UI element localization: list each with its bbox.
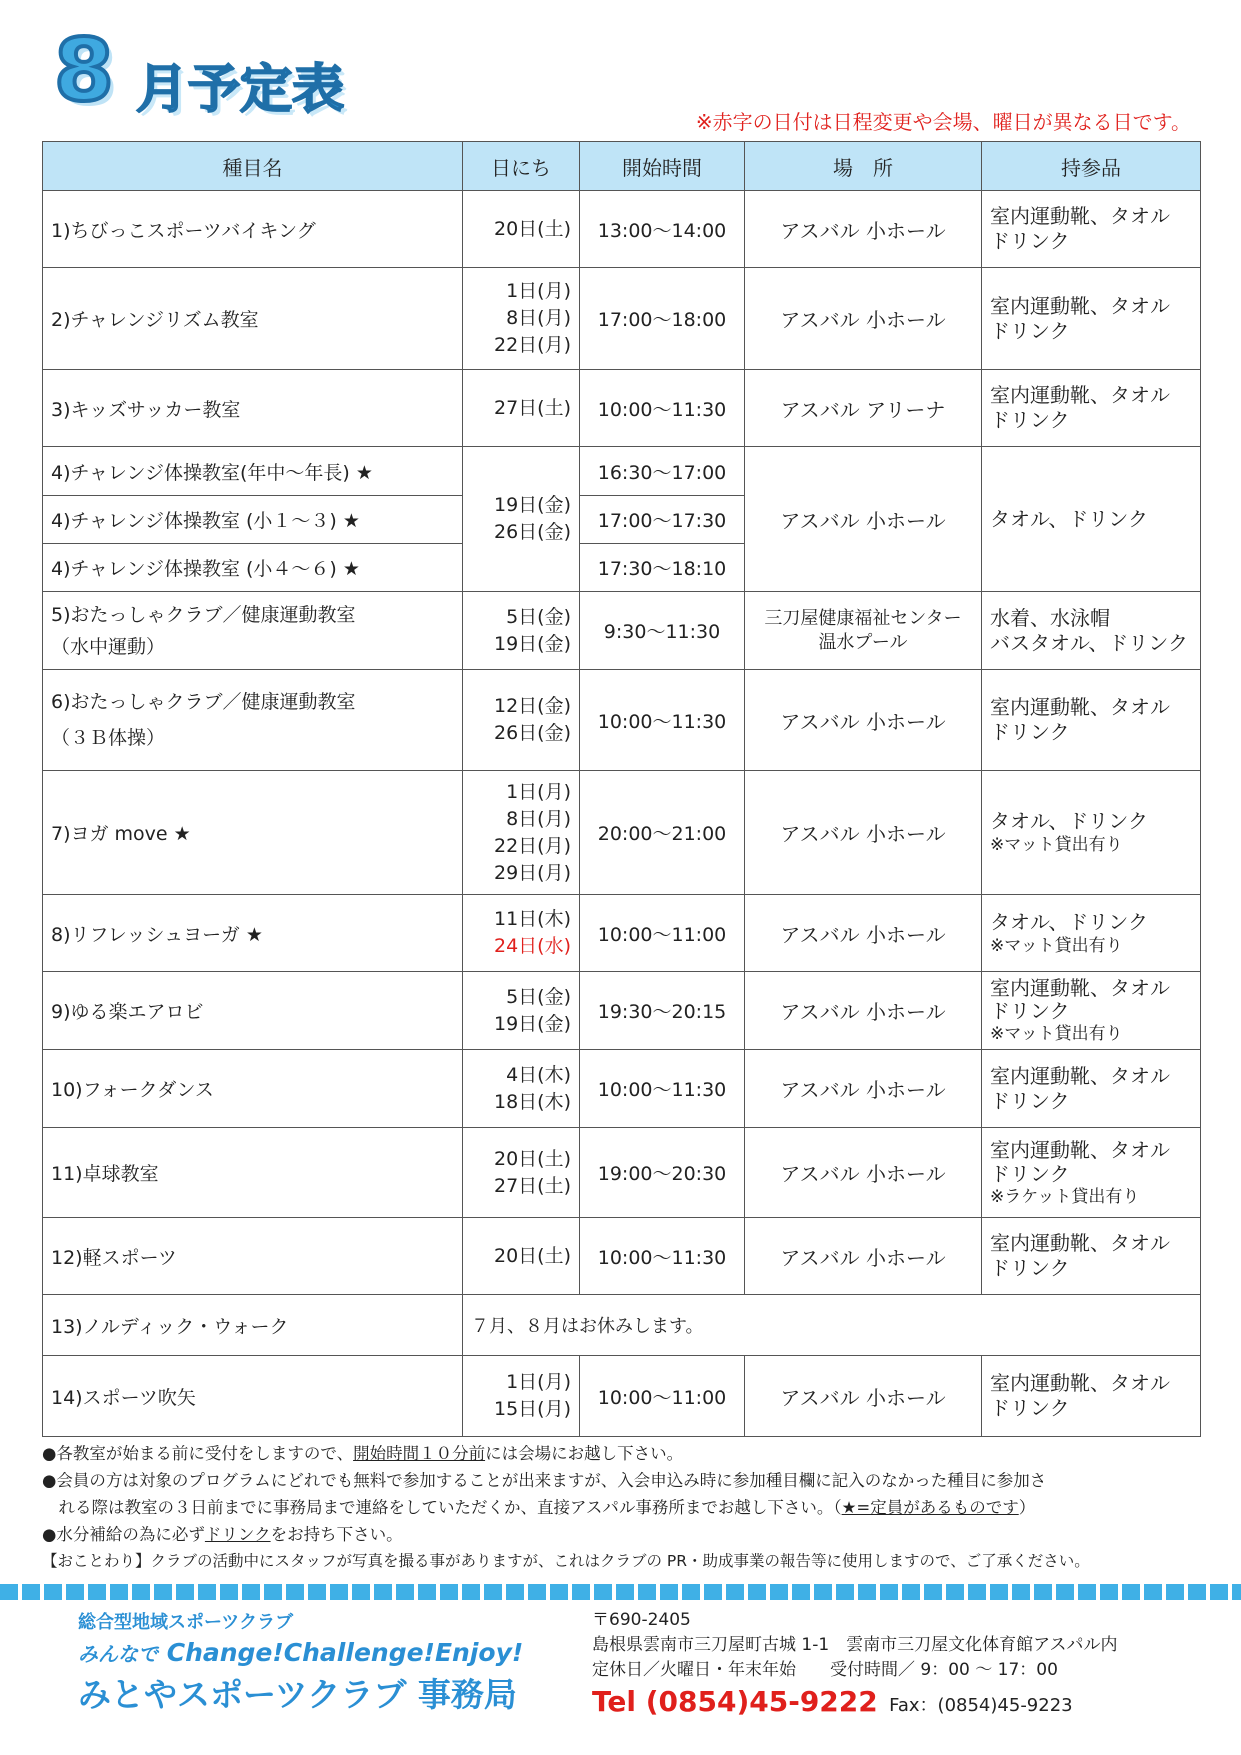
event-name: 9)ゆる楽エアロビ (43, 972, 463, 1050)
event-venue: 三刀屋健康福祉センター 温水プール (745, 592, 982, 670)
club-type: 総合型地域スポーツクラブ (78, 1612, 294, 1633)
address: 島根県雲南市三刀屋町古城 1-1 雲南市三刀屋文化体育館アスパル内 (592, 1635, 1118, 1655)
table-row (43, 1128, 1201, 1218)
event-time: 19:00～20:30 (580, 1128, 745, 1218)
event-name: 6)おたっしゃクラブ／健康運動教室 （３Ｂ体操） (43, 670, 463, 771)
table-row (43, 1295, 1201, 1356)
table-row (43, 670, 1201, 771)
event-items: 室内運動靴、タオル ドリンク (982, 1050, 1201, 1128)
table-row (43, 1218, 1201, 1295)
header-venue: 場 所 (745, 142, 982, 191)
event-dates: 1日(月) 8日(月) 22日(月) 29日(月) (463, 771, 580, 895)
event-name: 2)チャレンジリズム教室 (43, 268, 463, 370)
event-dates: 1日(月) 8日(月) 22日(月) (463, 268, 580, 370)
event-name: 5)おたっしゃクラブ／健康運動教室 （水中運動） (43, 592, 463, 670)
event-items: タオル、ドリンク ※マット貸出有り (982, 771, 1201, 895)
event-items: 室内運動靴、タオル ドリンク ※マット貸出有り (982, 972, 1201, 1050)
event-venue: アスバル 小ホール (745, 895, 982, 972)
club-name: みとやスポーツクラブ 事務局 (78, 1675, 517, 1714)
event-venue: アスバル 小ホール (745, 1128, 982, 1218)
footnote-members: ●会員の方は対象のプログラムにどれでも無料で参加することが出来ますが、入会申込み時に参加種目欄に記入のなかった種目に参加さ (42, 1471, 1047, 1490)
event-note: ７月、８月はお休みします。 (463, 1295, 1201, 1356)
header-date: 日にち (463, 142, 580, 191)
event-venue: アスバル 小ホール (745, 1218, 982, 1295)
title-month: 8 (54, 21, 114, 121)
event-name: 8)リフレッシュヨーガ ★ (43, 895, 463, 972)
event-dates: 20日(土) (463, 191, 580, 268)
event-dates: 5日(金) 19日(金) (463, 972, 580, 1050)
header-time: 開始時間 (580, 142, 745, 191)
event-items: タオル、ドリンク ※マット貸出有り (982, 895, 1201, 972)
table-row (43, 191, 1201, 268)
event-dates: 1日(月) 15日(月) (463, 1356, 580, 1437)
red-date-note: ※赤字の日付は日程変更や会場、曜日が異なる日です。 (695, 110, 1191, 134)
table-row (43, 771, 1201, 895)
event-venue: アスバル 小ホール (745, 268, 982, 370)
event-items: 室内運動靴、タオル ドリンク ※ラケット貸出有り (982, 1128, 1201, 1218)
event-items: タオル、ドリンク (982, 447, 1201, 592)
footnote-drink: ●水分補給の為に必ずドリンクをお持ち下さい。 (42, 1525, 403, 1544)
event-name: 11)卓球教室 (43, 1128, 463, 1218)
event-time: 17:00～17:30 (580, 496, 745, 544)
event-items: 室内運動靴、タオル ドリンク (982, 370, 1201, 447)
event-items: 室内運動靴、タオル ドリンク (982, 1356, 1201, 1437)
event-dates: 20日(土) (463, 1218, 580, 1295)
footer-stripe (0, 1584, 1241, 1600)
event-name: 14)スポーツ吹矢 (43, 1356, 463, 1437)
event-name: 4)チャレンジ体操教室 (小１～３) ★ (43, 496, 463, 544)
table-row (43, 370, 1201, 447)
event-venue: アスバル 小ホール (745, 447, 982, 592)
event-time: 17:00～18:00 (580, 268, 745, 370)
schedule-table (42, 141, 1201, 1437)
event-time: 10:00～11:00 (580, 895, 745, 972)
event-items: 室内運動靴、タオル ドリンク (982, 191, 1201, 268)
event-venue: アスバル 小ホール (745, 972, 982, 1050)
event-name: 12)軽スポーツ (43, 1218, 463, 1295)
event-name: 3)キッズサッカー教室 (43, 370, 463, 447)
postal-code: 〒690-2405 (592, 1610, 691, 1630)
event-time: 16:30～17:00 (580, 447, 745, 496)
event-name: 4)チャレンジ体操教室(年中～年長) ★ (43, 447, 463, 496)
fax-number: Fax：(0854)45-9223 (889, 1695, 1073, 1716)
event-dates: 5日(金) 19日(金) (463, 592, 580, 670)
title-text: 月予定表 (136, 60, 345, 120)
event-time: 10:00～11:30 (580, 670, 745, 771)
event-dates: 27日(土) (463, 370, 580, 447)
event-dates: 19日(金) 26日(金) (463, 447, 580, 592)
event-name: 10)フォークダンス (43, 1050, 463, 1128)
footnote-members-cont: れる際は教室の３日前までに事務局まで連絡をしていただくか、直接アスパル事務所までお越し下さい。（★=定員があるものです） (42, 1498, 1036, 1517)
header-items: 持参品 (982, 142, 1201, 191)
event-time: 17:30～18:10 (580, 544, 745, 592)
event-time: 10:00～11:00 (580, 1356, 745, 1437)
header-event: 種目名 (43, 142, 463, 191)
event-dates: 12日(金) 26日(金) (463, 670, 580, 771)
event-time: 10:00～11:30 (580, 370, 745, 447)
event-name: 4)チャレンジ体操教室 (小４～６) ★ (43, 544, 463, 592)
event-name: 13)ノルディック・ウォーク (43, 1295, 463, 1356)
event-dates: 20日(土) 27日(土) (463, 1128, 580, 1218)
event-venue: アスバル 小ホール (745, 1050, 982, 1128)
event-time: 10:00～11:30 (580, 1050, 745, 1128)
event-dates: 4日(木) 18日(木) (463, 1050, 580, 1128)
table-row (43, 592, 1201, 670)
footnotes (42, 1440, 1202, 1575)
table-row (43, 268, 1201, 370)
footnote-photo: 【おことわり】クラブの活動中にスタッフが写真を撮る事がありますが、これはクラブの PR・助成事業の報告等に使用しますので、ご了承ください。 (42, 1552, 1090, 1570)
event-name: 7)ヨガ move ★ (43, 771, 463, 895)
club-slogan: みんなで Change!Challenge!Enjoy! (78, 1638, 524, 1667)
table-row (43, 1356, 1201, 1437)
event-dates: 11日(木) 24日(水) (463, 895, 580, 972)
footnote-reception: ●各教室が始まる前に受付をしますので、開始時間１０分前には会場にお越し下さい。 (42, 1444, 684, 1463)
event-venue: アスバル 小ホール (745, 1356, 982, 1437)
phone-row (592, 1685, 1118, 1719)
event-venue: アスバル アリーナ (745, 370, 982, 447)
event-items: 室内運動靴、タオル ドリンク (982, 268, 1201, 370)
event-venue: アスバル 小ホール (745, 771, 982, 895)
table-row (43, 447, 1201, 496)
table-header-row (43, 142, 1201, 191)
event-name: 1)ちびっこスポーツバイキング (43, 191, 463, 268)
tel-number: Tel (0854)45-9222 (592, 1685, 878, 1718)
event-time: 9:30～11:30 (580, 592, 745, 670)
event-time: 13:00～14:00 (580, 191, 745, 268)
event-venue: アスバル 小ホール (745, 670, 982, 771)
office-hours: 定休日／火曜日・年末年始 受付時間／ 9：00 ～ 17：00 (592, 1660, 1058, 1680)
event-venue: アスバル 小ホール (745, 191, 982, 268)
club-logo (78, 1608, 523, 1716)
table-row (43, 972, 1201, 1050)
contact-info (592, 1608, 1118, 1719)
event-items: 室内運動靴、タオル ドリンク (982, 1218, 1201, 1295)
event-time: 10:00～11:30 (580, 1218, 745, 1295)
event-time: 20:00～21:00 (580, 771, 745, 895)
event-time: 19:30～20:15 (580, 972, 745, 1050)
table-row (43, 895, 1201, 972)
event-items: 室内運動靴、タオル ドリンク (982, 670, 1201, 771)
table-row (43, 1050, 1201, 1128)
event-items: 水着、水泳帽 バスタオル、ドリンク (982, 592, 1201, 670)
